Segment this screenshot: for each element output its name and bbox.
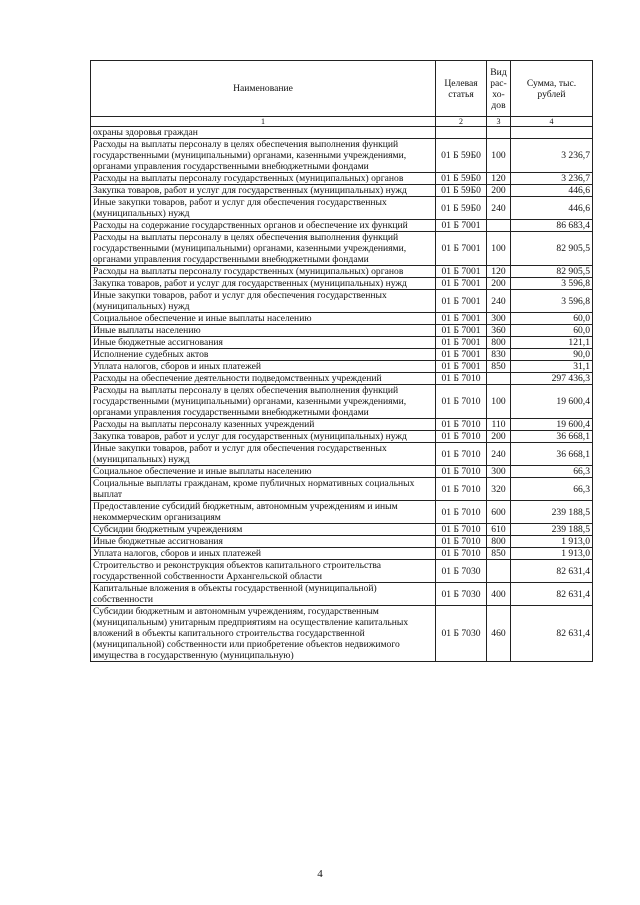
col-number-1: 1 (91, 117, 436, 127)
table-row (91, 501, 593, 524)
header-vr: Вид рас- хо- дов (487, 61, 511, 117)
cell-vr: 200 (487, 431, 511, 443)
cell-sum: 82 631,4 (511, 606, 593, 662)
cell-code: 01 Б 7001 (436, 337, 487, 349)
cell-code: 01 Б 59Б0 (436, 197, 487, 220)
cell-sum: 3 596,8 (511, 278, 593, 290)
table-row (91, 139, 593, 173)
cell-sum: 66,3 (511, 466, 593, 478)
cell-sum: 86 683,4 (511, 220, 593, 232)
cell-sum: 66,3 (511, 478, 593, 501)
cell-sum: 1 913,0 (511, 536, 593, 548)
cell-code: 01 Б 59Б0 (436, 185, 487, 197)
table-row (91, 185, 593, 197)
cell-sum: 19 600,4 (511, 419, 593, 431)
table-row (91, 290, 593, 313)
cell-sum: 1 913,0 (511, 548, 593, 560)
table-row (91, 325, 593, 337)
cell-code: 01 Б 7001 (436, 220, 487, 232)
page-number: 4 (317, 868, 323, 880)
cell-name: Закупка товаров, работ и услуг для государственных (муниципальных) нужд (91, 431, 436, 443)
table-row (91, 606, 593, 662)
cell-sum: 239 188,5 (511, 524, 593, 536)
cell-code: 01 Б 7010 (436, 466, 487, 478)
cell-name: Строительство и реконструкция объектов капитального строительства государственной собственности Архангельской области (91, 560, 436, 583)
cell-vr: 300 (487, 313, 511, 325)
cell-code: 01 Б 7001 (436, 349, 487, 361)
table-row (91, 232, 593, 266)
cell-sum: 31,1 (511, 361, 593, 373)
cell-vr: 320 (487, 478, 511, 501)
cell-name: Закупка товаров, работ и услуг для государственных (муниципальных) нужд (91, 278, 436, 290)
cell-sum: 36 668,1 (511, 431, 593, 443)
cell-sum: 446,6 (511, 197, 593, 220)
cell-sum: 3 236,7 (511, 173, 593, 185)
cell-vr: 300 (487, 466, 511, 478)
cell-sum: 297 436,3 (511, 373, 593, 385)
column-number-row (91, 117, 593, 127)
cell-code: 01 Б 7001 (436, 290, 487, 313)
cell-vr: 800 (487, 536, 511, 548)
cell-name: Расходы на выплаты персоналу государственных (муниципальных) органов (91, 173, 436, 185)
cell-vr: 850 (487, 548, 511, 560)
cell-sum: 36 668,1 (511, 443, 593, 466)
cell-name: Субсидии бюджетным учреждениям (91, 524, 436, 536)
cell-vr: 400 (487, 583, 511, 606)
cell-vr: 600 (487, 501, 511, 524)
cell-sum: 3 596,8 (511, 290, 593, 313)
cell-vr: 240 (487, 290, 511, 313)
cell-name: Социальное обеспечение и иные выплаты населению (91, 313, 436, 325)
cell-vr: 830 (487, 349, 511, 361)
cell-sum: 82 905,5 (511, 266, 593, 278)
cell-code: 01 Б 7010 (436, 443, 487, 466)
cell-name: Капитальные вложения в объекты государственной (муниципальной) собственности (91, 583, 436, 606)
cell-vr: 850 (487, 361, 511, 373)
cell-code: 01 Б 7030 (436, 583, 487, 606)
col-number-4: 4 (511, 117, 593, 127)
table-row (91, 548, 593, 560)
table-row (91, 173, 593, 185)
cell-name: Иные выплаты населению (91, 325, 436, 337)
cell-code: 01 Б 59Б0 (436, 139, 487, 173)
table-row (91, 560, 593, 583)
header-code: Целевая статья (436, 61, 487, 117)
table-row (91, 478, 593, 501)
cell-code: 01 Б 7010 (436, 385, 487, 419)
cell-code: 01 Б 7010 (436, 524, 487, 536)
cell-code: 01 Б 7010 (436, 478, 487, 501)
cell-name: Расходы на выплаты персоналу в целях обеспечения выполнения функций государственными (муниципальными) органами, казенными учреждениями, органами управления государственными внебюджетными фондами (91, 385, 436, 419)
cell-sum: 82 905,5 (511, 232, 593, 266)
table-row (91, 385, 593, 419)
cell-vr (487, 220, 511, 232)
cell-name: Расходы на обеспечение деятельности подведомственных учреждений (91, 373, 436, 385)
cell-code: 01 Б 7001 (436, 278, 487, 290)
table-row (91, 419, 593, 431)
cell-sum: 90,0 (511, 349, 593, 361)
cell-vr: 610 (487, 524, 511, 536)
table-row (91, 349, 593, 361)
cell-vr (487, 560, 511, 583)
table-row (91, 197, 593, 220)
cell-code: 01 Б 7010 (436, 548, 487, 560)
cell-vr (487, 127, 511, 139)
table-body (91, 127, 593, 662)
cell-sum: 19 600,4 (511, 385, 593, 419)
table-row (91, 443, 593, 466)
table-row (91, 431, 593, 443)
cell-sum: 60,0 (511, 313, 593, 325)
cell-vr: 240 (487, 443, 511, 466)
table-header-row (91, 61, 593, 117)
cell-vr: 200 (487, 185, 511, 197)
cell-vr: 800 (487, 337, 511, 349)
cell-name: Социальные выплаты гражданам, кроме публичных нормативных социальных выплат (91, 478, 436, 501)
cell-sum: 3 236,7 (511, 139, 593, 173)
cell-name: Уплата налогов, сборов и иных платежей (91, 361, 436, 373)
cell-name: Социальное обеспечение и иные выплаты населению (91, 466, 436, 478)
cell-name: Исполнение судебных актов (91, 349, 436, 361)
col-number-2: 2 (436, 117, 487, 127)
cell-name: Иные закупки товаров, работ и услуг для обеспечения государственных (муниципальных) нужд (91, 290, 436, 313)
cell-vr: 120 (487, 266, 511, 278)
cell-code: 01 Б 7001 (436, 232, 487, 266)
cell-code: 01 Б 7030 (436, 560, 487, 583)
table-row (91, 220, 593, 232)
cell-vr: 110 (487, 419, 511, 431)
cell-sum: 82 631,4 (511, 560, 593, 583)
table-row (91, 278, 593, 290)
cell-sum: 82 631,4 (511, 583, 593, 606)
cell-code: 01 Б 7010 (436, 373, 487, 385)
cell-sum: 239 188,5 (511, 501, 593, 524)
table-row (91, 583, 593, 606)
cell-name: Расходы на выплаты персоналу казенных учреждений (91, 419, 436, 431)
cell-name: Иные закупки товаров, работ и услуг для обеспечения государственных (муниципальных) нужд (91, 443, 436, 466)
budget-table (90, 60, 593, 662)
cell-code: 01 Б 7001 (436, 266, 487, 278)
col-number-3: 3 (487, 117, 511, 127)
cell-vr: 100 (487, 139, 511, 173)
cell-vr: 240 (487, 197, 511, 220)
table-row (91, 373, 593, 385)
cell-code: 01 Б 7001 (436, 325, 487, 337)
cell-sum (511, 127, 593, 139)
cell-name: Закупка товаров, работ и услуг для государственных (муниципальных) нужд (91, 185, 436, 197)
cell-code: 01 Б 7010 (436, 419, 487, 431)
cell-code: 01 Б 7010 (436, 536, 487, 548)
cell-code: 01 Б 59Б0 (436, 173, 487, 185)
cell-name: охраны здоровья граждан (91, 127, 436, 139)
table-row (91, 361, 593, 373)
table-row (91, 313, 593, 325)
cell-name: Расходы на выплаты персоналу в целях обеспечения выполнения функций государственными (муниципальными) органами, казенными учреждениями, органами управления государственными внебюджетными фондами (91, 232, 436, 266)
cell-sum: 446,6 (511, 185, 593, 197)
cell-vr (487, 373, 511, 385)
cell-name: Расходы на выплаты персоналу государственных (муниципальных) органов (91, 266, 436, 278)
table-row (91, 127, 593, 139)
table-row (91, 466, 593, 478)
header-sum: Сумма, тыс. рублей (511, 61, 593, 117)
cell-name: Субсидии бюджетным и автономным учреждениям, государственным (муниципальным) унитарным предприятиям на осуществление капитальных вложений в объекты капитального строительства государственной (муниципальной) собственности или приобретение объектов недвижимого имущества в государственную (муниципальную) (91, 606, 436, 662)
table-row (91, 266, 593, 278)
cell-code: 01 Б 7010 (436, 431, 487, 443)
table-row (91, 524, 593, 536)
cell-name: Расходы на выплаты персоналу в целях обеспечения выполнения функций государственными (муниципальными) органами, казенными учреждениями, органами управления государственными внебюджетными фондами (91, 139, 436, 173)
cell-code: 01 Б 7030 (436, 606, 487, 662)
cell-name: Уплата налогов, сборов и иных платежей (91, 548, 436, 560)
cell-name: Иные бюджетные ассигнования (91, 337, 436, 349)
table-row (91, 337, 593, 349)
table-row (91, 536, 593, 548)
cell-name: Иные бюджетные ассигнования (91, 536, 436, 548)
cell-vr: 120 (487, 173, 511, 185)
cell-sum: 60,0 (511, 325, 593, 337)
header-name: Наименование (91, 61, 436, 117)
cell-vr: 100 (487, 232, 511, 266)
cell-vr: 360 (487, 325, 511, 337)
cell-name: Предоставление субсидий бюджетным, автономным учреждениям и иным некоммерческим организациям (91, 501, 436, 524)
cell-vr: 200 (487, 278, 511, 290)
cell-code: 01 Б 7001 (436, 361, 487, 373)
cell-code: 01 Б 7010 (436, 501, 487, 524)
cell-sum: 121,1 (511, 337, 593, 349)
cell-code: 01 Б 7001 (436, 313, 487, 325)
cell-name: Иные закупки товаров, работ и услуг для обеспечения государственных (муниципальных) нужд (91, 197, 436, 220)
cell-name: Расходы на содержание государственных органов и обеспечение их функций (91, 220, 436, 232)
cell-vr: 460 (487, 606, 511, 662)
cell-vr: 100 (487, 385, 511, 419)
cell-code (436, 127, 487, 139)
